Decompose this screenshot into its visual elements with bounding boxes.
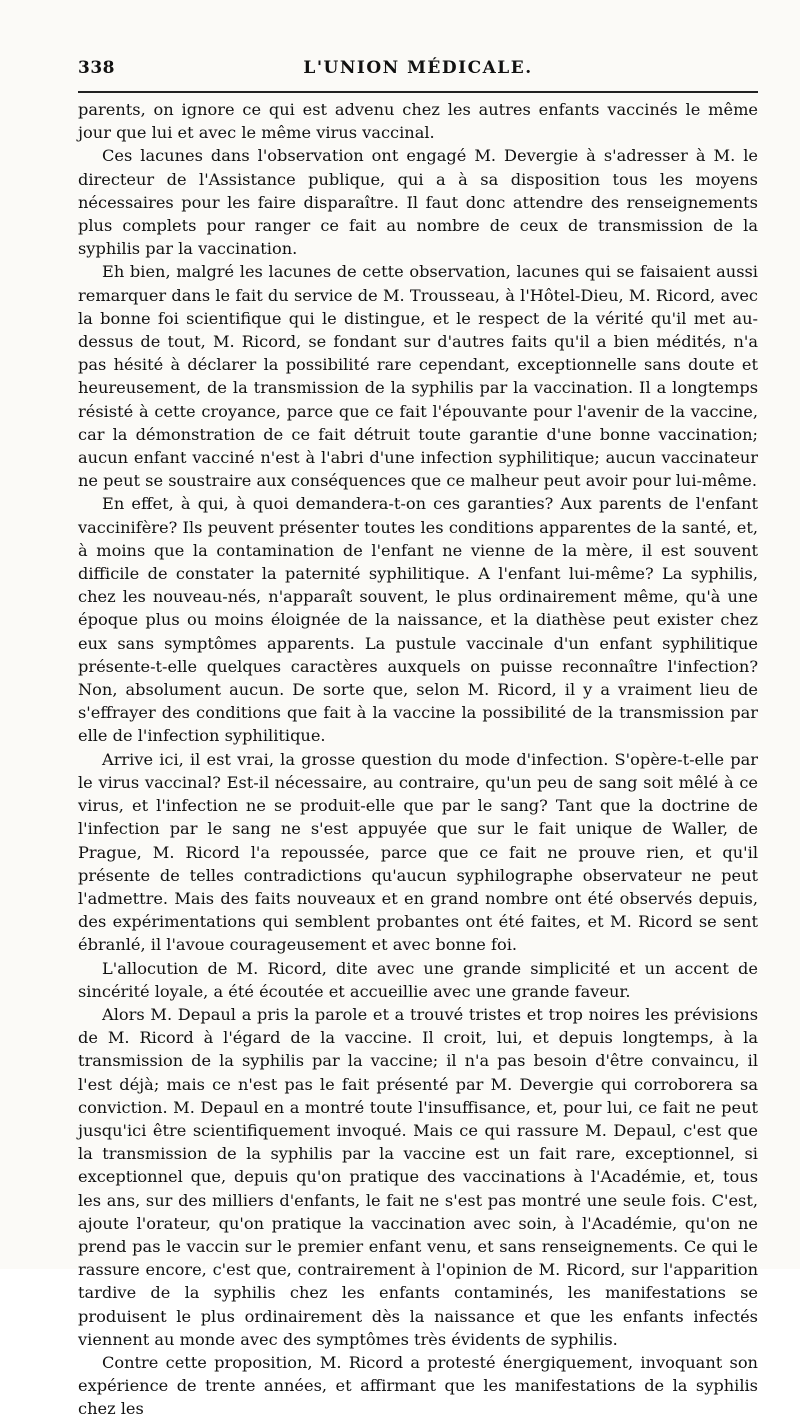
- paragraph: Ces lacunes dans l'observation ont engagé M. Devergie à s'adresser à M. le directeur de l'Assistance publique, qui a à sa disposition tous les moyens nécessaires pour les faire disparaître. Il faut donc attendre des renseignements plus complets pour ranger ce fait au nombre de ceux de transmission de la syphilis par la vaccination.: [78, 146, 758, 259]
- paragraph: En effet, à qui, à quoi demandera-t-on ces garanties? Aux parents de l'enfant vaccinifère? Ils peuvent présenter toutes les conditions apparentes de la santé, et, à moins que la contamination de l'enfant ne vienne de la mère, il est souvent difficile de constater la paternité syphilitique. A l'enfant lui-même? La syphilis, chez les nouveau-nés, n'apparaît souvent, le plus ordinairement même, qu'à une époque plus ou moins éloignée de la naissance, et la diathèse peut exister chez eux sans symptômes apparents. La pustule vaccinale d'un enfant syphilitique présente-t-elle quelques caractères auxquels on puisse reconnaître l'infection? Non, absolument aucun. De sorte que, selon M. Ricord, il y a vraiment lieu de s'effrayer des conditions que fait à la vaccine la possibilité de la transmission par elle de l'infection syphilitique.: [78, 494, 758, 746]
- running-title: L'UNION MÉDICALE.: [303, 58, 533, 78]
- paragraph: Eh bien, malgré les lacunes de cette observation, lacunes qui se faisaient aussi remarquer dans le fait du service de M. Trousseau, à l'Hôtel-Dieu, M. Ricord, avec la bonne foi scientifique qui le distingue, et le respect de la vérité qu'il met au-dessus de tout, M. Ricord, se fondant sur d'autres faits qu'il a bien médités, n'a pas hésité à déclarer la possibilité rare cependant, exceptionnelle sans doute et heureusement, de la transmission de la syphilis par la vaccination. Il a longtemps résisté à cette croyance, parce que ce fait l'épouvante pour l'avenir de la vaccine, car la démonstration de ce fait détruit toute garantie d'une bonne vaccination; aucun enfant vacciné n'est à l'abri d'une infection syphilitique; aucun vaccinateur ne peut se soustraire aux conséquences que ce malheur peut avoir pour lui-même.: [78, 262, 758, 491]
- paragraph: parents, on ignore ce qui est advenu chez les autres enfants vaccinés le même jour que lui et avec le même virus vaccinal.: [78, 100, 758, 143]
- paragraph: L'allocution de M. Ricord, dite avec une grande simplicité et un accent de sincérité loyale, a été écoutée et accueillie avec une grande faveur.: [78, 958, 758, 1001]
- paragraph: Alors M. Depaul a pris la parole et a trouvé tristes et trop noires les prévisions de M. Ricord à l'égard de la vaccine. Il croit, lui, et depuis longtemps, à la transmission de la syphilis par la vaccine; il n'a pas besoin d'être convaincu, il l'est déjà; mais ce n'est pas le fait présenté par M. Devergie qui corroborera sa conviction. M. Depaul en a montré toute l'insuffisance, et, pour lui, ce fait ne peut jusqu'ici être scientifiquement invoqué. Mais ce qui rassure M. Depaul, c'est que la transmission de la syphilis par la vaccine est un fait rare, exceptionnel, si exceptionnel que, depuis qu'on pratique des vaccinations à l'Académie, et, tous les ans, sur des milliers d'enfants, le fait ne s'est pas montré une seule fois. C'est, ajoute l'orateur, qu'on pratique la vaccination avec soin, à l'Académie, qu'on ne prend pas le vaccin sur le premier enfant venu, et sans renseignements. Ce qui le rassure encore, c'est que, contrairement à l'opinion de M. Ricord, sur l'apparition tardive de la syphilis chez les enfants contaminés, les manifestations se produisent le plus ordinairement dès la naissance et que les enfants infectés viennent au monde avec des symptômes très évidents de syphilis.: [78, 1004, 758, 1349]
- header-rule: [78, 91, 758, 93]
- article-body: [78, 98, 758, 1421]
- page-number: 338: [78, 58, 115, 78]
- paragraph: Arrive ici, il est vrai, la grosse question du mode d'infection. S'opère-t-elle par le virus vaccinal? Est-il nécessaire, au contraire, qu'un peu de sang soit mêlé à ce virus, et l'infection ne se produit-elle que par le sang? Tant que la doctrine de l'infection par le sang ne s'est appuyée que sur le fait unique de Waller, de Prague, M. Ricord l'a repoussée, parce que ce fait ne prouve rien, et qu'il présente de telles contradictions qu'aucun syphilographe observateur ne peut l'admettre. Mais des faits nouveaux et en grand nombre ont été observés depuis, des expérimentations qui semblent probantes ont été faites, et M. Ricord se sent ébranlé, il l'avoue courageusement et avec bonne foi.: [78, 749, 758, 955]
- page-header: [78, 58, 758, 90]
- paragraph: Contre cette proposition, M. Ricord a protesté énergiquement, invoquant son expérience de trente années, et affirmant que les manifestations de la syphilis chez les: [78, 1352, 758, 1419]
